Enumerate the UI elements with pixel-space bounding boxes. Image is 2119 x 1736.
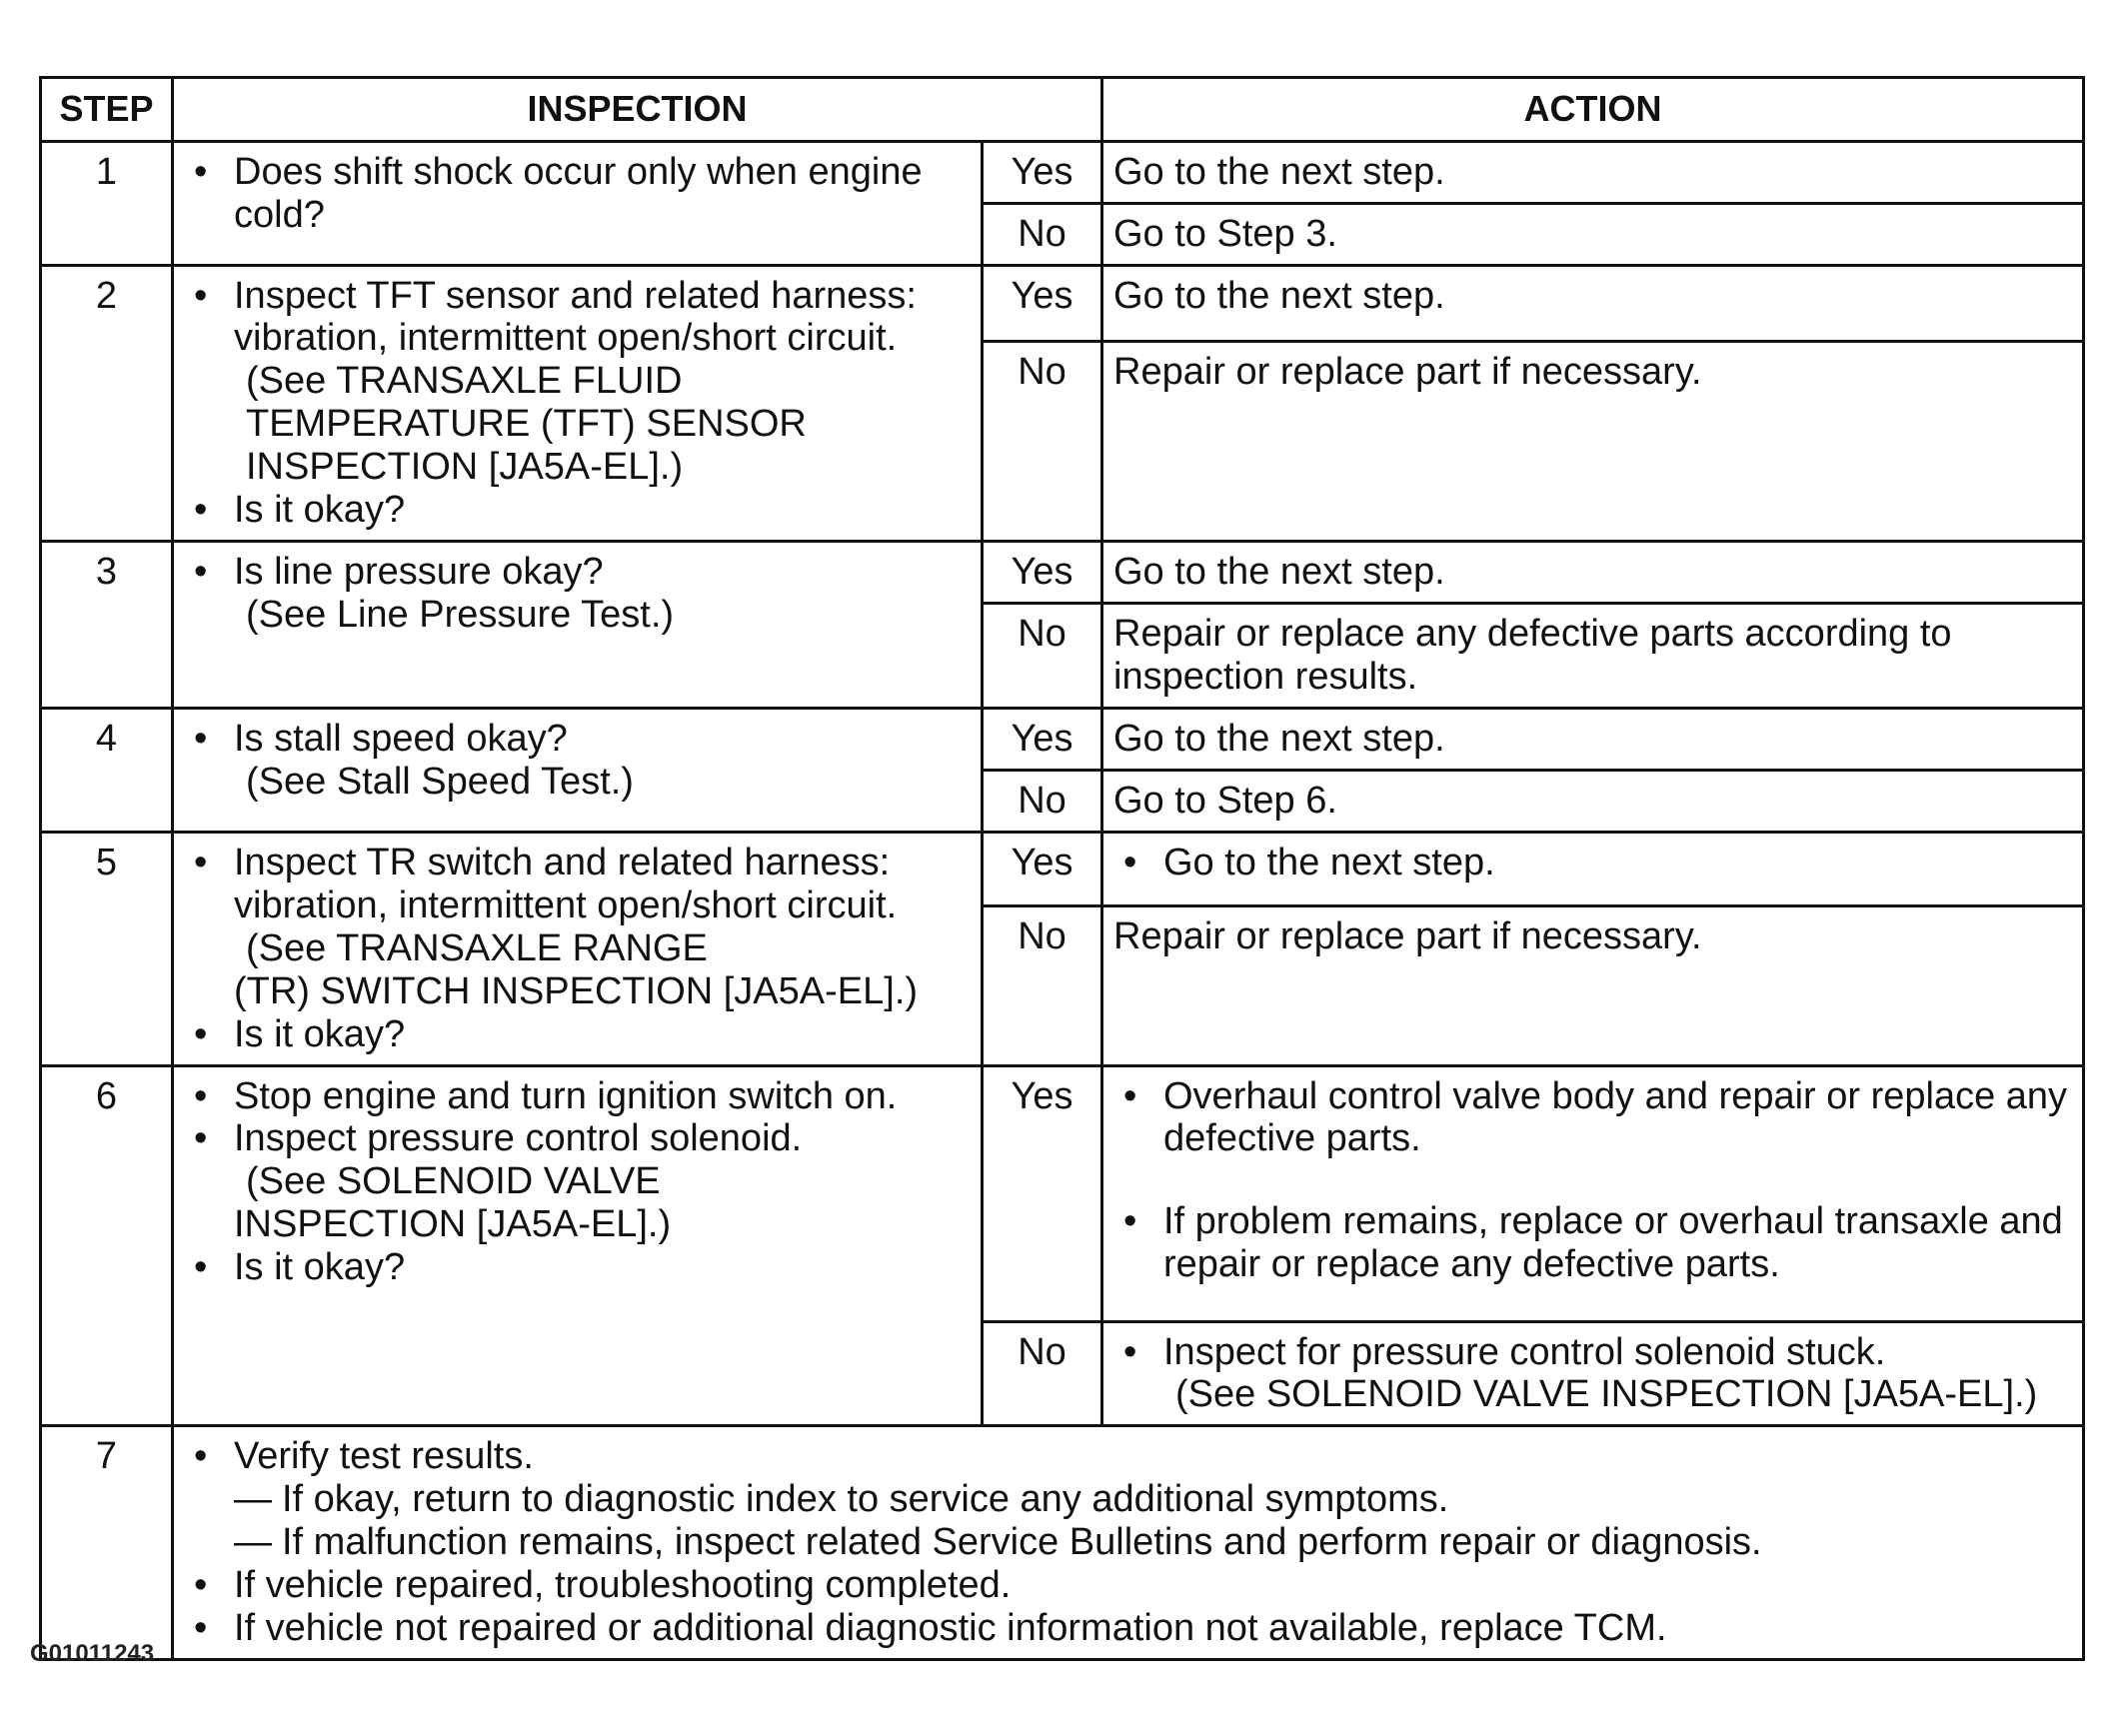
no-action: Repair or replace part if necessary. <box>1102 905 2084 1065</box>
no-action: Go to Step 3. <box>1102 203 2084 265</box>
reference-text: (See SOLENOID VALVE <box>246 1160 661 1203</box>
reference-text: (See Line Pressure Test.) <box>246 594 675 637</box>
reference-text-cont: INSPECTION [JA5A-EL].) <box>234 1203 672 1246</box>
yes-label: Yes <box>983 542 1102 604</box>
figure-id: G01011243 <box>30 1640 155 1667</box>
sub-item: — If okay, return to diagnostic index to service any additional symptoms. <box>234 1478 2072 1521</box>
reference-text-cont: (TR) SWITCH INSPECTION [JA5A-EL].) <box>234 969 919 1012</box>
inspection-item <box>184 1117 971 1246</box>
inspection-item: • If vehicle repaired, troubleshooting completed. <box>184 1564 2072 1607</box>
table-row <box>41 141 2084 203</box>
no-label: No <box>983 905 1102 1065</box>
table-row <box>41 708 2084 770</box>
no-label: No <box>983 342 1102 542</box>
inspection-cell <box>173 832 983 1065</box>
step-number: 6 <box>41 1065 173 1426</box>
step-number: 3 <box>41 542 173 709</box>
yes-action-cell <box>1102 1065 2084 1321</box>
no-action-text: Inspect for pressure control solenoid stuck. <box>1163 1330 1886 1373</box>
yes-label: Yes <box>983 832 1102 905</box>
no-label: No <box>983 770 1102 832</box>
inspection-item <box>184 718 971 804</box>
no-label: No <box>983 203 1102 265</box>
yes-action: Go to the next step. <box>1102 708 2084 770</box>
table-row <box>41 1065 2084 1321</box>
inspection-cell <box>173 265 983 542</box>
yes-label: Yes <box>983 1065 1102 1321</box>
step-number: 5 <box>41 832 173 1065</box>
header-inspection: INSPECTION <box>173 78 1102 142</box>
yes-label: Yes <box>983 708 1102 770</box>
yes-action: • Overhaul control valve body and repair or replace any defective parts. <box>1113 1075 2072 1161</box>
yes-label: Yes <box>983 141 1102 203</box>
inspection-item <box>184 275 971 490</box>
table-row <box>41 832 2084 905</box>
yes-label: Yes <box>983 265 1102 342</box>
inspection-text: Inspect pressure control solenoid. <box>234 1117 803 1160</box>
inspection-cell <box>173 141 983 265</box>
no-action: Repair or replace any defective parts according to inspection results. <box>1102 604 2084 709</box>
step-number: 1 <box>41 141 173 265</box>
inspection-item: • Does shift shock occur only when engine cold? <box>184 151 971 237</box>
no-label: No <box>983 604 1102 709</box>
step-number: 2 <box>41 265 173 542</box>
no-action-cell <box>1102 1321 2084 1426</box>
inspection-text: Is line pressure okay? <box>234 551 604 594</box>
no-action <box>1113 1331 2072 1417</box>
inspection-cell <box>173 708 983 832</box>
yes-action: Go to the next step. <box>1102 542 2084 604</box>
inspection-item <box>184 551 971 637</box>
yes-action: • If problem remains, replace or overhaul transaxle and repair or replace any defective parts. <box>1113 1200 2072 1286</box>
inspection-text: Is stall speed okay? <box>234 717 568 760</box>
inspection-item: • Stop engine and turn ignition switch on. <box>184 1075 971 1118</box>
reference-text: (See SOLENOID VALVE INSPECTION [JA5A-EL].) <box>1175 1373 2038 1416</box>
reference-text: (See TRANSAXLE FLUID TEMPERATURE (TFT) SENSOR INSPECTION [JA5A-EL].) <box>246 360 807 489</box>
yes-action: Go to the next step. <box>1102 141 2084 203</box>
yes-action: • Go to the next step. <box>1113 842 2072 884</box>
inspection-item: • Is it okay? <box>184 1246 971 1289</box>
inspection-item: • Is it okay? <box>184 489 971 532</box>
inspection-cell <box>173 1426 2084 1660</box>
table-row <box>41 1426 2084 1660</box>
yes-action-cell <box>1102 832 2084 905</box>
reference-text: (See TRANSAXLE RANGE <box>246 926 708 969</box>
inspection-item <box>184 1435 2072 1564</box>
inspection-text: Verify test results. <box>234 1435 534 1478</box>
sub-item: — If malfunction remains, inspect related Service Bulletins and perform repair or diagnosis. <box>234 1521 2072 1564</box>
diagnostic-table <box>39 76 2085 1661</box>
header-step: STEP <box>41 78 173 142</box>
inspection-text: Inspect TR switch and related harness: vibration, intermittent open/short circuit. <box>234 841 898 926</box>
no-action: Go to Step 6. <box>1102 770 2084 832</box>
inspection-item: • Is it okay? <box>184 1013 971 1056</box>
reference-text: (See Stall Speed Test.) <box>246 760 634 803</box>
inspection-text: Inspect TFT sensor and related harness: vibration, intermittent open/short circuit. <box>234 274 917 360</box>
sub-list <box>234 1478 2072 1564</box>
table-header-row <box>41 78 2084 142</box>
yes-action: Go to the next step. <box>1102 265 2084 342</box>
step-number: 7 <box>41 1426 173 1660</box>
no-label: No <box>983 1321 1102 1426</box>
table-row <box>41 265 2084 342</box>
inspection-cell <box>173 1065 983 1426</box>
inspection-item <box>184 842 971 1013</box>
step-number: 4 <box>41 708 173 832</box>
inspection-cell <box>173 542 983 709</box>
header-action: ACTION <box>1102 78 2084 142</box>
table-row <box>41 542 2084 604</box>
inspection-item: • If vehicle not repaired or additional diagnostic information not available, replace TCM. <box>184 1607 2072 1650</box>
no-action: Repair or replace part if necessary. <box>1102 342 2084 542</box>
